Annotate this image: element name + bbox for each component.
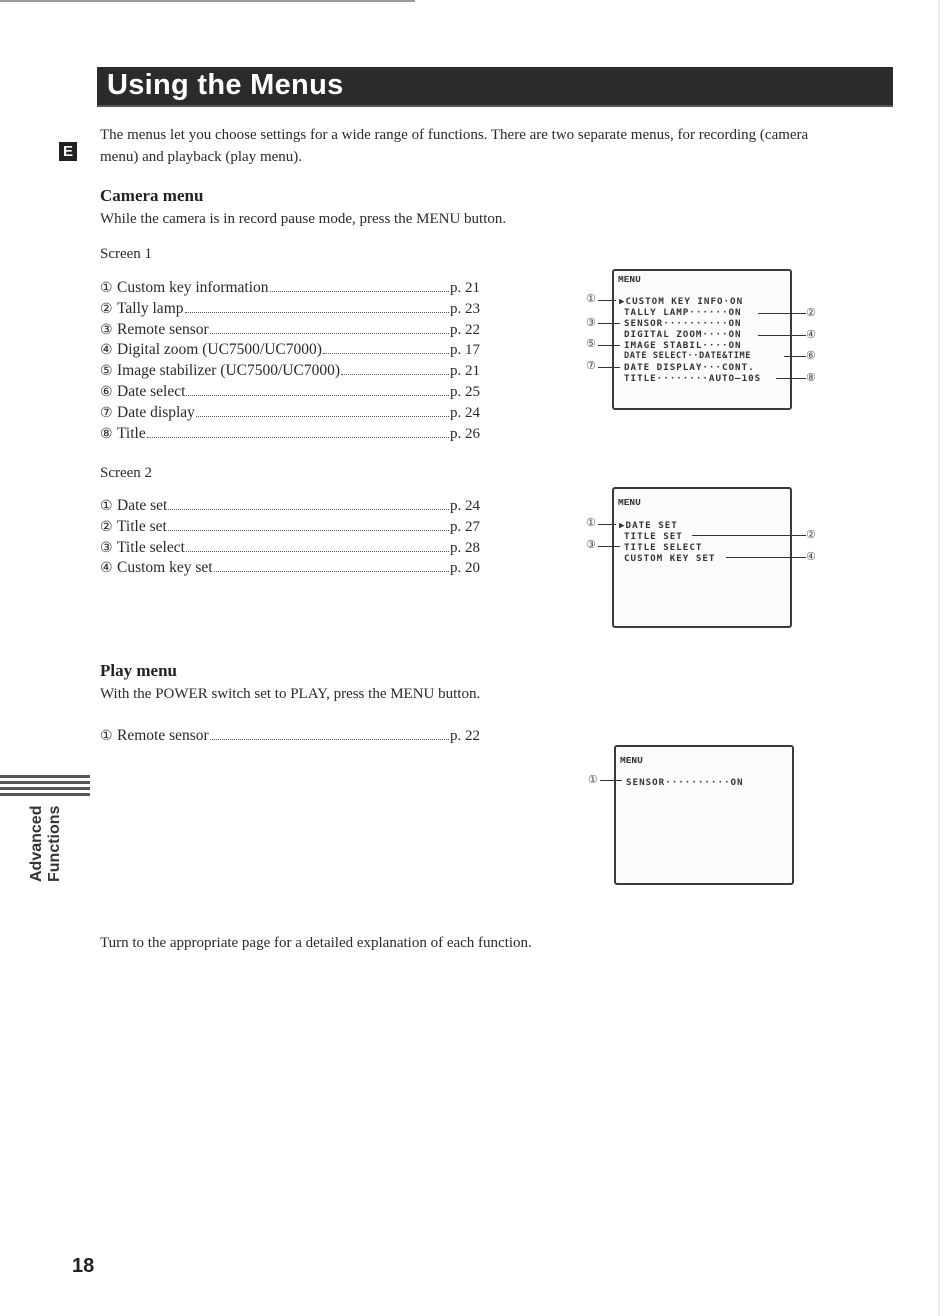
menu-line: IMAGE STABIL····ON bbox=[624, 340, 742, 351]
menu-line: ▶CUSTOM KEY INFO·ON bbox=[619, 296, 744, 307]
menu-line: CUSTOM KEY SET bbox=[624, 553, 716, 564]
callout-marker: ⑧ bbox=[806, 372, 816, 384]
play-menu-item-list bbox=[100, 726, 480, 747]
list-item: ① Custom key information p. 21 bbox=[100, 279, 480, 296]
callout-line bbox=[598, 524, 616, 525]
callout-line bbox=[598, 323, 620, 324]
side-tab-line2: Functions bbox=[46, 805, 63, 882]
screen1-menu-display bbox=[612, 269, 792, 410]
screen2-item-list bbox=[100, 496, 480, 579]
callout-marker: ③ bbox=[586, 317, 596, 329]
intro-text: The menus let you choose settings for a wide range of functions. There are two separate menus, for recording (camera menu) and playback (play menu). bbox=[100, 127, 809, 165]
list-item: ② Title set p. 27 bbox=[100, 517, 480, 535]
play-menu-display bbox=[614, 745, 794, 885]
menu-line: TITLE········AUTO–10S bbox=[624, 373, 762, 384]
play-menu-heading: Play menu bbox=[100, 661, 177, 680]
callout-marker: ④ bbox=[806, 329, 816, 341]
callout-marker: ② bbox=[806, 529, 816, 541]
page-edge bbox=[938, 0, 940, 1316]
menu-line: DATE DISPLAY···CONT. bbox=[624, 362, 755, 373]
list-item: ① Remote sensor p. 22 bbox=[100, 727, 480, 744]
menu-line: SENSOR··········ON bbox=[624, 318, 742, 329]
callout-line bbox=[598, 546, 620, 547]
callout-line bbox=[598, 367, 620, 368]
callout-line bbox=[598, 300, 616, 301]
callout-marker: ⑤ bbox=[586, 338, 596, 350]
page-title: Using the Menus bbox=[107, 69, 344, 101]
callout-line bbox=[776, 378, 806, 379]
list-item: ③ Title select p. 28 bbox=[100, 538, 480, 556]
menu-line: DIGITAL ZOOM····ON bbox=[624, 329, 742, 340]
callout-marker: ① bbox=[586, 517, 596, 529]
menu-display-title: MENU bbox=[620, 755, 643, 766]
callout-line bbox=[758, 335, 806, 336]
list-item: ② Tally lamp p. 23 bbox=[100, 299, 480, 317]
callout-marker: ⑦ bbox=[586, 360, 596, 372]
menu-display-title: MENU bbox=[618, 497, 641, 508]
callout-line bbox=[758, 313, 806, 314]
menu-line: TALLY LAMP······ON bbox=[624, 307, 742, 318]
camera-menu-heading: Camera menu bbox=[100, 186, 204, 205]
callout-marker: ② bbox=[806, 307, 816, 319]
title-bar bbox=[97, 67, 893, 107]
section-side-tab bbox=[28, 787, 90, 882]
list-item: ⑦ Date display p. 24 bbox=[100, 403, 480, 421]
list-item: ⑤ Image stabilizer (UC7500/UC7000) p. 21 bbox=[100, 362, 480, 380]
top-rule bbox=[0, 0, 415, 2]
callout-marker: ④ bbox=[806, 551, 816, 563]
screen2-label: Screen 2 bbox=[100, 465, 153, 481]
callout-line bbox=[692, 535, 806, 536]
language-tag: E bbox=[59, 142, 77, 161]
side-tab-line1: Advanced bbox=[28, 805, 45, 882]
list-item: ③ Remote sensor p. 22 bbox=[100, 320, 480, 338]
menu-line: SENSOR··········ON bbox=[626, 777, 744, 788]
list-item: ⑥ Date select p. 25 bbox=[100, 382, 480, 400]
menu-line: TITLE SELECT bbox=[624, 542, 703, 553]
play-menu-description: With the POWER switch set to PLAY, press the MENU button. bbox=[100, 686, 481, 702]
camera-menu-description: While the camera is in record pause mode, press the MENU button. bbox=[100, 211, 507, 227]
callout-marker: ① bbox=[588, 774, 598, 786]
callout-line bbox=[598, 345, 620, 346]
footer-note: Turn to the appropriate page for a detailed explanation of each function. bbox=[100, 935, 532, 951]
list-item: ④ Custom key set p. 20 bbox=[100, 559, 480, 577]
callout-line bbox=[600, 780, 622, 781]
menu-display-title: MENU bbox=[618, 274, 641, 285]
page-number: 18 bbox=[72, 1255, 95, 1277]
menu-line: ▶DATE SET bbox=[619, 520, 678, 531]
list-item: ⑧ Title p. 26 bbox=[100, 424, 480, 442]
callout-marker: ⑥ bbox=[806, 350, 816, 362]
list-item: ④ Digital zoom (UC7500/UC7000) p. 17 bbox=[100, 341, 480, 359]
callout-line bbox=[726, 557, 806, 558]
screen1-label: Screen 1 bbox=[100, 246, 153, 262]
menu-line: DATE SELECT··DATE&TIME bbox=[624, 351, 752, 361]
callout-marker: ① bbox=[586, 293, 596, 305]
callout-line bbox=[784, 356, 806, 357]
callout-marker: ③ bbox=[586, 539, 596, 551]
menu-line: TITLE SET bbox=[624, 531, 683, 542]
list-item: ① Date set p. 24 bbox=[100, 497, 480, 514]
screen1-item-list bbox=[100, 278, 480, 444]
